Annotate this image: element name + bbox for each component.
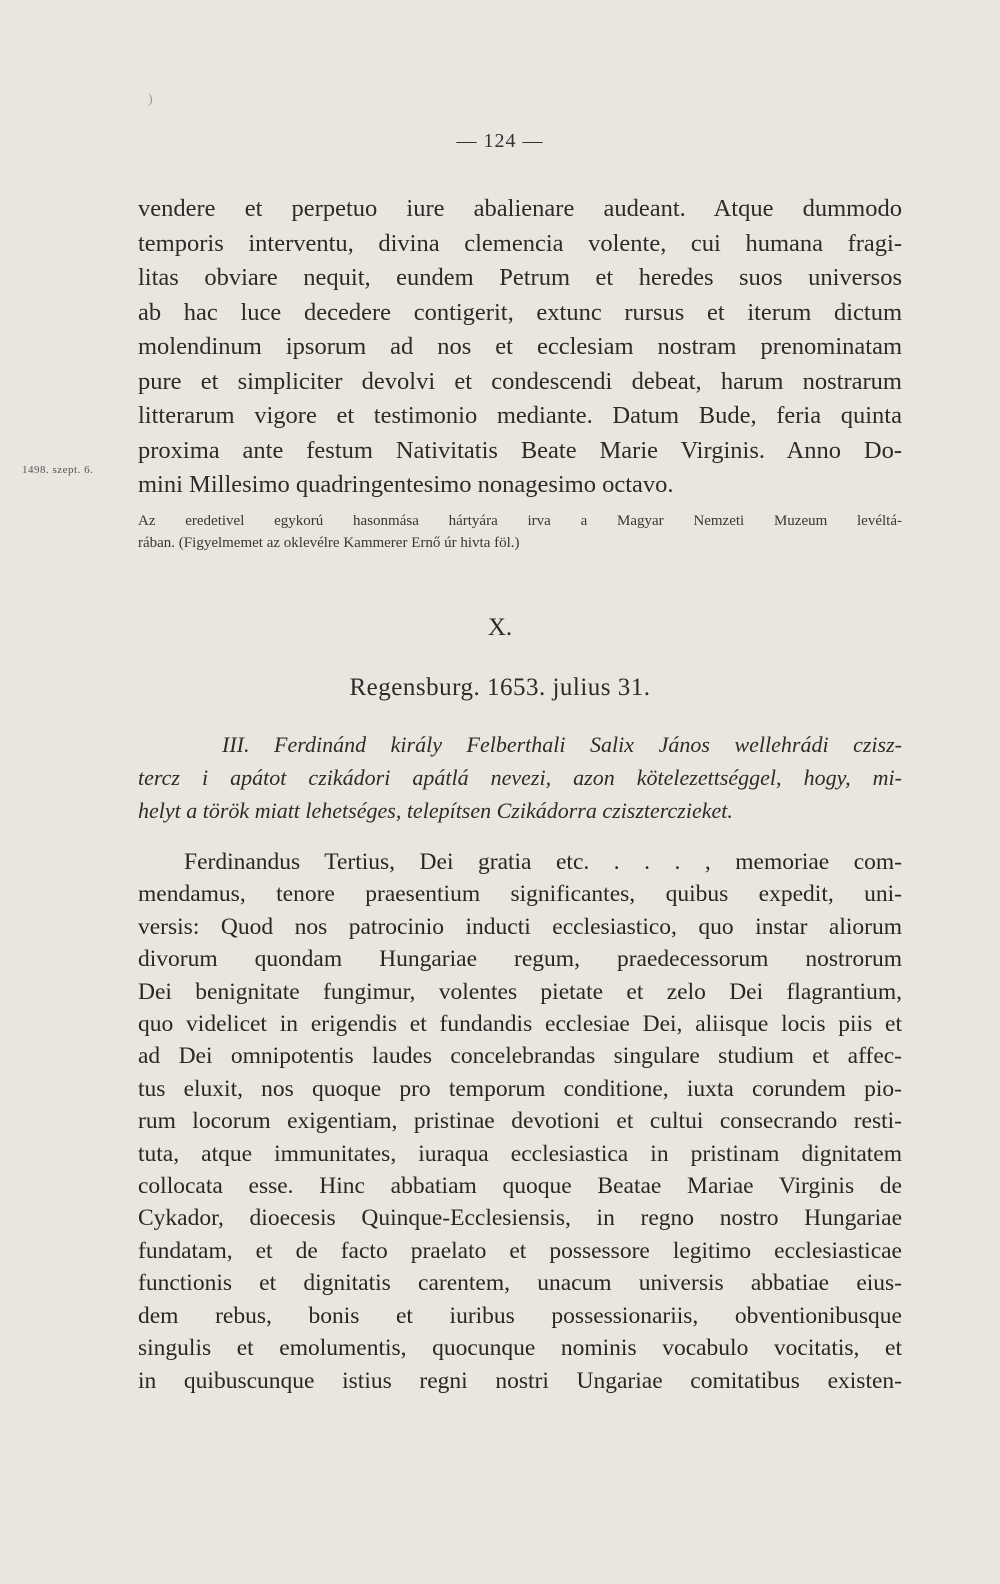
main-text-line: pure et simpliciter devolvi et condescendi debeat, harum nostrarum [138,367,902,395]
margin-date-note: 1498. szept. 6. [22,464,94,476]
main-text-line: mini Millesimo quadringentesimo nonagesimo octavo. [138,471,674,498]
charter-text-line: tuta, atque immunitates, iuraqua ecclesiastica in pristinam dignitatem [138,1140,902,1167]
charter-text-line: functionis et dignitatis carentem, unacum universis abbatiae eius- [138,1270,902,1297]
charter-text-line: fundatam, et de facto praelato et possessore legitimo ecclesiasticae [138,1237,902,1264]
summary-line: III. Ferdinánd király Felberthali Salix János wellehrádi czisz- [222,732,902,757]
charter-text-line: in quibuscunque istius regni nostri Ungariae comitatibus existen- [138,1367,902,1394]
charter-text-line: collocata esse. Hinc abbatiam quoque Beatae Mariae Virginis de [138,1173,902,1200]
charter-text-line: rum locorum exigentiam, pristinae devotioni et cultui consecrando resti- [138,1108,902,1135]
charter-text-line: Ferdinandus Tertius, Dei gratia etc. . . . , memoriae com- [184,849,902,875]
footnote [138,510,902,554]
charter-text-line: Dei benignitate fungimur, volentes pietate et zelo Dei flagrantium, [138,978,902,1005]
footnote-line: Az eredetivel egykorú hasonmása hártyára irva a Magyar Nemzeti Muzeum levéltá- [138,513,902,529]
summary-line: helyt a török miatt lehetséges, telepítsen Czikádorra cziszterczieket. [138,798,733,823]
charter-text-line: tus eluxit, nos quoque pro temporum conditione, iuxta corundem pio- [138,1075,902,1102]
main-text-line: proxima ante festum Nativitatis Beate Marie Virginis. Anno Do- [138,436,902,464]
section-number: X. [487,614,513,641]
main-text-line: vendere et perpetuo iure abalienare audeant. Atque dummodo [138,195,902,222]
main-text-line: ab hac luce decedere contigerit, extunc rursus et iterum dictum [138,298,902,326]
margin-mark: ) [148,92,153,107]
charter-text-line: versis: Quod nos patrocinio inducti ecclesiastico, quo instar aliorum [138,913,902,940]
charter-text-line: quo videlicet in erigendis et fundandis ecclesiae Dei, aliisque locis piis et [138,1011,902,1038]
charter-text-line: ad Dei omnipotentis laudes concelebrandas singulare studium et affec- [138,1043,902,1070]
charter-text-block [138,846,902,1397]
summary-line: tercz i apátot czikádori apátlá nevezi, azon kötelezettséggel, hogy, mi- [138,765,902,790]
main-text-block [138,192,902,503]
main-text-line: molendinum ipsorum ad nos et ecclesiam nostram prenominatam [138,333,902,360]
main-text-line: litterarum vigore et testimonio mediante. Datum Bude, feria quinta [138,402,902,429]
page-number: — 124 — [456,130,544,152]
place-date-heading: Regensburg. 1653. julius 31. [349,674,651,701]
charter-text-line: singulis et emolumentis, quocunque nominis vocabulo vocitatis, et [138,1335,902,1362]
document-summary [138,728,902,827]
charter-text-line: mendamus, tenore praesentium significantes, quibus expedit, uni- [138,881,902,908]
footnote-line: rában. (Figyelmemet az oklevélre Kammerer Ernő úr hivta föl.) [138,535,520,551]
charter-text-line: divorum quondam Hungariae regum, praedecessorum nostrorum [138,946,902,973]
main-text-line: temporis interventu, divina clemencia volente, cui humana fragi- [138,229,902,257]
charter-text-line: Cykador, dioecesis Quinque-Ecclesiensis, in regno nostro Hungariae [138,1205,902,1232]
charter-text-line: dem rebus, bonis et iuribus possessionariis, obventionibusque [138,1302,902,1329]
main-text-line: litas obviare nequit, eundem Petrum et heredes suos universos [138,264,902,291]
